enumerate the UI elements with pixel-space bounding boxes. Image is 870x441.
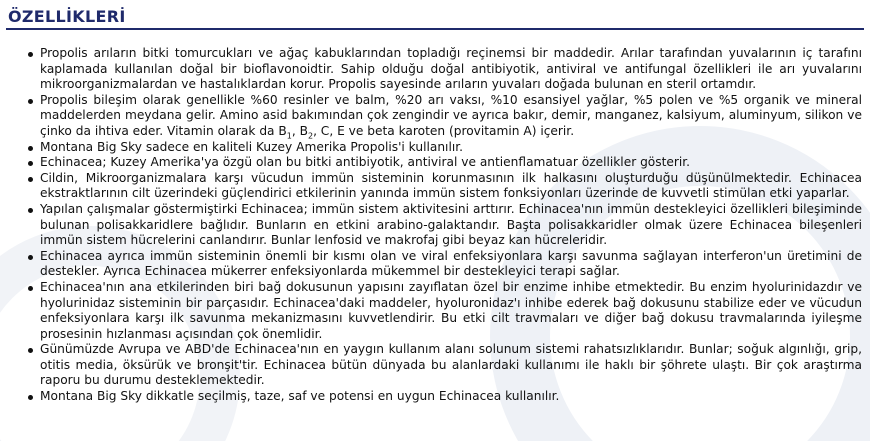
list-item <box>40 342 862 389</box>
bullet-icon <box>28 99 33 104</box>
bullet-icon <box>28 286 33 291</box>
list-item <box>40 93 862 140</box>
feature-text: Propolis arıların bitki tomurcukları ve ağaç kabuklarından topladığı reçinemsi bir maddedir. Arılar tarafından yuvalarının iç tarafını kaplamada kullanılan doğal bir bioflavonoidtir. Sahip olduğu doğal antibiyotik, antiviral ve antifungal özellikleri ile arı yuvalarını mikroorganizmalardan ve hastalıklardan korur. Propolis sayesinde arıların yuvaları doğada bulunan en steril ortamdır. <box>40 46 862 92</box>
feature-text: , C, E ve beta karoten (provitamin A) içerir. <box>313 123 575 138</box>
feature-text: Günümüzde Avrupa ve ABD'de Echinacea'nın en yaygın kullanım alanı solunum sistemi rahatsızlıklarıdır. Bunlar; soğuk algınlığı, grip, otitis media, öksürük ve bronşit'tir. Echinacea bütün dünyada bu alanlardaki kullanımı ile haklı bir şöhrete ulaştı. Bir çok araştırma raporu bu durumu desteklemektedir. <box>40 342 862 388</box>
bullet-icon <box>28 395 33 400</box>
vitamin-subscript: 1 <box>286 131 292 141</box>
feature-text: Echinacea; Kuzey Amerika'ya özgü olan bu bitki antibiyotik, antiviral ve antienflamatuar özellikler gösterir. <box>40 155 691 170</box>
list-item <box>40 202 862 249</box>
page-content <box>0 6 870 404</box>
feature-text: Montana Big Sky dikkatle seçilmiş, taze, saf ve potensi en uygun Echinacea kullanılır. <box>40 389 560 404</box>
feature-text: , B <box>291 123 308 138</box>
list-item <box>40 389 862 405</box>
feature-text: Echinacea'nın ana etkilerinden biri bağ dokusunun yapısını zayıflatan özel bir enzime inhibe etmektedir. Bu enzim hyolurinidazdır ve hyolurinidaz sisteminin bir parçasıdır. Echinacea'daki maddeler, hyoluronidaz'ı inhibe ederek bağ dokusunu stabilize eder ve vücudun enfeksiyonlara karşı ilk savunma mekanizmasını kuvvetlendirir. Bu etki cilt travmaları ve diğer bağ dokusu travmalarında iyileşme prosesinin hızlanması açısından çok önemlidir. <box>40 279 862 341</box>
bullet-icon <box>28 348 33 353</box>
section-header <box>6 6 864 30</box>
vitamin-subscript: 2 <box>307 131 314 141</box>
feature-list <box>0 46 870 405</box>
bullet-icon <box>28 146 33 151</box>
feature-text: Echinacea ayrıca immün sisteminin önemli bir kısmı olan ve viral enfeksiyonlara karşı savunma sağlayan interferon'un üretimini de destekler. Ayrıca Echinacea mükerrer enfeksiyonlarda mükemmel bir destekleyici terapi sağlar. <box>40 248 862 279</box>
list-item <box>40 140 862 156</box>
feature-text: Propolis bileşim olarak genellikle %60 resinler ve balm, %20 arı vaksı, %10 esansiyel yağlar, %5 polen ve %5 organik ve mineral maddelerden meydana gelir. Amino asid bakımından çok zengindir ve ayrıca bakır, demir, manganez, kalsiyum, aluminyum, silikon ve çinko da ihtiva eder. Vitamin olarak da B <box>40 92 862 138</box>
bullet-icon <box>28 208 33 213</box>
feature-text: Yapılan çalışmalar göstermiştirki Echinacea; immün sistem aktivitesini arttırır. Echinacea'nın immün destekleyici özellikleri bileşiminde bulunan polisakkaridlere bağlıdır. Bunların en etkini arabino-galaktandır. Başta polisakkaridler olmak üzere Echinacea bileşenleri immün sistem hücrelerini canlandırır. Bunlar lenfosid ve makrofaj gibi beyaz kan hücreleridir. <box>40 201 862 248</box>
bullet-icon <box>28 52 33 57</box>
list-item <box>40 155 862 171</box>
bullet-icon <box>28 161 33 166</box>
list-item <box>40 280 862 342</box>
feature-text: Cildin, Mikroorganizmalara karşı vücudun immün sisteminin korunmasının ilk halkasını oluşturduğu düşünülmektedir. Echinacea ekstraktlarının cilt üzerindeki güçlendirici etkilerinin yanında immün sistem fonksiyonları üzerinde de kuvvetli stimülan etki yaparlar. <box>40 170 862 201</box>
bullet-icon <box>28 177 33 182</box>
list-item <box>40 249 862 280</box>
bullet-icon <box>28 255 33 260</box>
list-item <box>40 46 862 93</box>
list-item <box>40 171 862 202</box>
feature-text: Montana Big Sky sadece en kaliteli Kuzey Amerika Propolis'i kullanılır. <box>40 139 463 154</box>
section-title: ÖZELLİKLERİ <box>8 7 126 26</box>
